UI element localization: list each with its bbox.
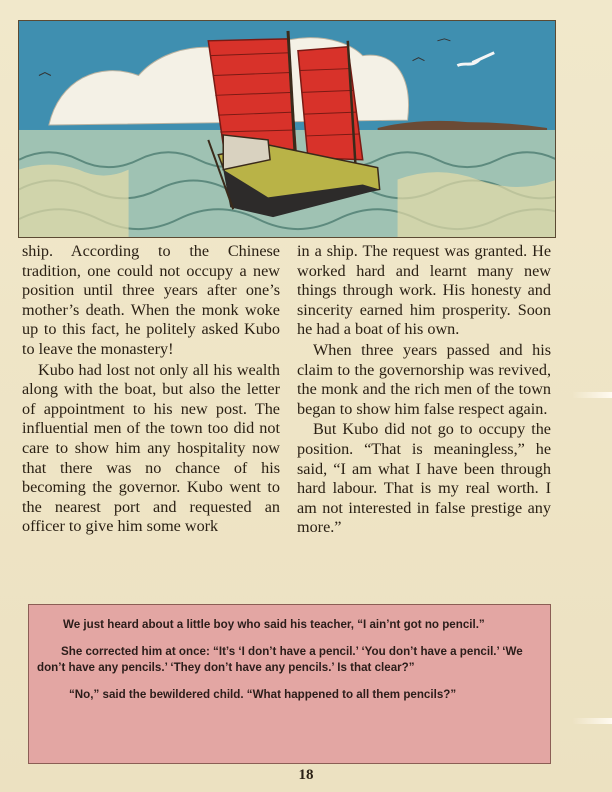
story-paragraph: But Kubo did not go to occupy the position. “That is meaningless,” he said, “I am what I have been through hard labour. That is my real worth. I am not interested in false prestige any more.” <box>297 420 551 537</box>
story-paragraph: When three years passed and his claim to the governorship was revived, the monk and the rich men of the town began to show him false respect again. <box>297 340 551 418</box>
joke-line: She corrected him at once: “It’s ‘I don’t have a pencil.’ ‘You don’t have a pencil.’ ‘We don’t have any pencils.’ ‘They don’t have any pencils.’ Is that clear?” <box>37 644 523 674</box>
story-right-column <box>297 242 551 538</box>
story-paragraph: ship. According to the Chinese tradition, one could not occupy a new position until three years after one’s mother’s death. When the monk woke up to this fact, he politely asked Kubo to leave the monastery! <box>22 242 280 358</box>
page-edge-mark <box>572 392 612 398</box>
page-edge-mark <box>572 718 612 724</box>
junk-ship-illustration <box>18 20 556 238</box>
joke-line: “No,” said the bewildered child. “What happened to all them pencils?” <box>69 687 457 701</box>
story-left-column <box>22 242 280 537</box>
joke-line: We just heard about a little boy who said his teacher, “I ain’nt got no pencil.” <box>63 618 485 631</box>
ship-picture <box>19 21 555 237</box>
page-number: 18 <box>298 767 314 783</box>
story-paragraph: in a ship. The request was granted. He worked hard and learnt many new things through work. His honesty and sincerity earned him prosperity. Soon he had a boat of his own. <box>297 242 551 339</box>
joke-box <box>28 604 551 764</box>
story-paragraph: Kubo had lost not only all his wealth along with the boat, but also the letter of appointment to his new post. The influential men of the town too did not care to show him any hospitality now that there was no chance of his becoming the governor. Kubo went to the nearest port and requested an officer to give him some work <box>22 360 280 536</box>
